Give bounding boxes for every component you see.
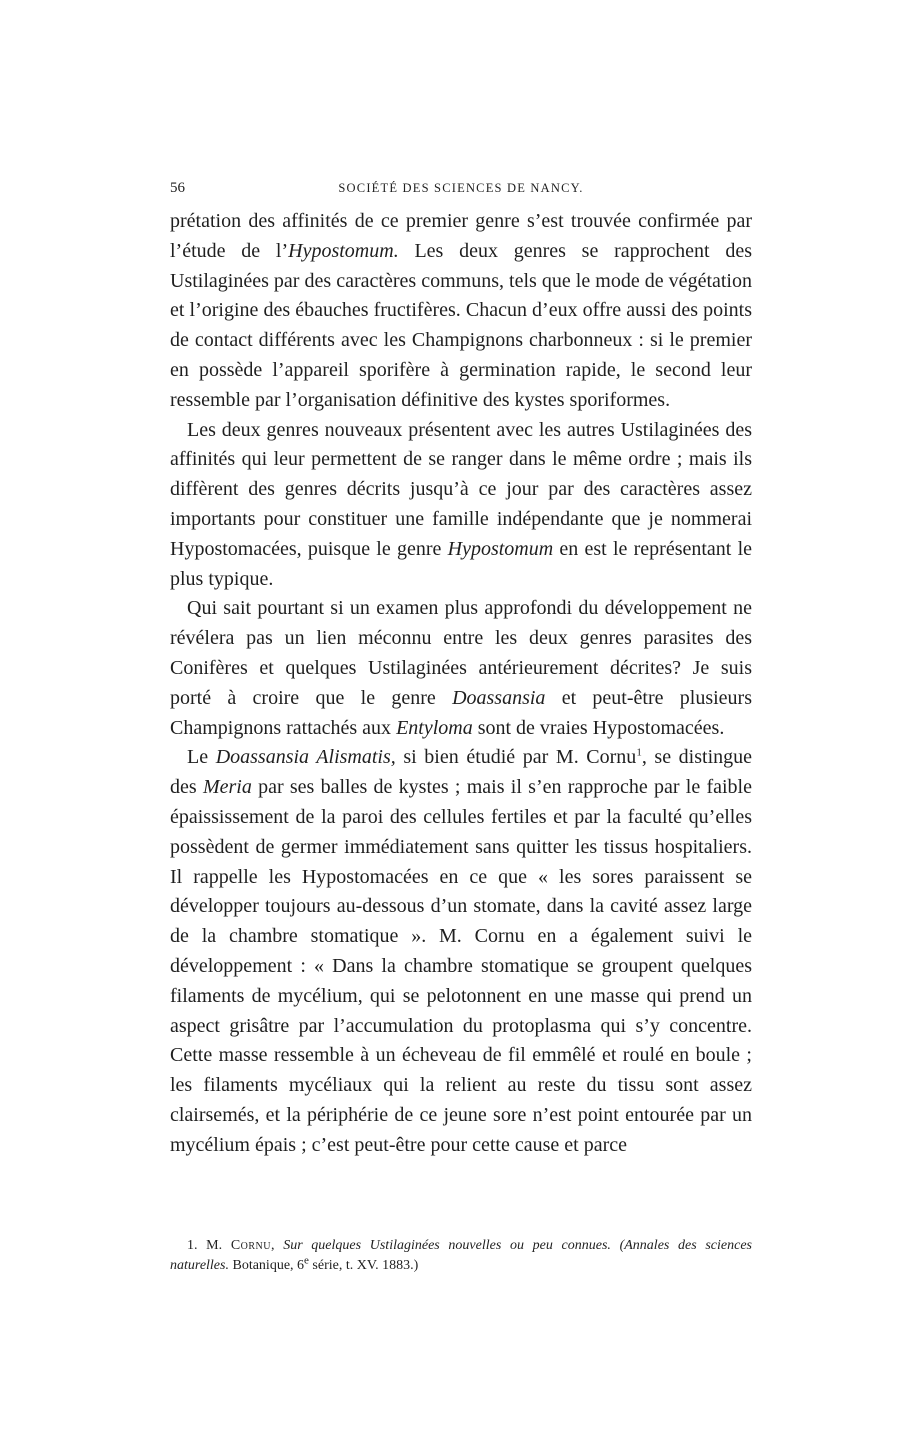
paragraph-2 [170,416,752,595]
text-run: Le [187,746,216,769]
italic-term: Doassansia Alismatis, [215,746,396,769]
footnote-text: Botanique, 6 [228,1258,305,1273]
text-run: , se distingue des [170,746,752,799]
text-run: et peut-être plusieurs Champignons rattachés aux [170,686,753,739]
footnote-ref: 1 [636,746,642,759]
text-run: par ses balles de kystes ; mais il s’en rapproche par le faible épaississement de la paroi des cellules fertiles et par la faculté qu’elles possèdent de germer immédiatement sans quitter les tissus hospitaliers. Il rappelle les Hypostomacées en ce que « les sores paraissent se développer toujours au-dessous d’un stomate, dans la cavité assez large de la chambre stomatique ». M. Cornu en a également suivi le développement : « Dans la chambre stomatique se groupent quelques filaments de mycélium, qui se pelotonnent en une masse qui prend un aspect grisâtre par l’accumulation du protoplasma qui s’y concentre. Cette masse ressemble à un écheveau de fil emmêlé et roulé en boule ; les filaments mycéliaux qui la relient au reste du tissu sont assez clairsemés, et la périphérie de ce jeune sore n’est point entourée par un mycélium épais ; c’est peut-être pour cette cause et parce [170,776,752,1156]
paragraph-4 [170,743,752,1160]
italic-term: Entyloma [396,716,473,739]
italic-term: Meria [202,776,252,799]
footnote-text: série, t. XV. 1883.) [308,1258,419,1273]
running-title: SOCIÉTÉ DES SCIENCES DE NANCY. [338,181,584,195]
text-run: si bien étudié par M. Cornu [395,746,637,769]
page-header [170,177,752,199]
italic-term: Doassansia [452,686,546,709]
text-run: Les deux genres nouveaux présentent avec les autres Ustilaginées des affinités qui leur permettent de se ranger dans le même ordre ; mais ils diffèrent des genres décrits jusqu’à ce jour par des caractères assez importants pour constituer une famille indépendante que je nommerai Hypostomacées, puisque le genre [170,418,752,560]
footnote [170,1236,752,1276]
body-text [170,207,752,1161]
paragraph-1 [170,207,752,416]
footnote-text: 1. M. [187,1238,231,1253]
footnote-sup: e [304,1254,309,1267]
italic-term: Hypostomum. [288,239,399,262]
text-run: Qui sait pourtant si un examen plus approfondi du développement ne révélera pas un lien méconnu entre les deux genres parasites des Conifères et quelques Ustilaginées antérieurement décrites? Je suis porté à croire que le genre [170,597,752,709]
text-run: prétation des affinités de ce premier genre s’est trouvée confirmée par l’étude de l’ [170,210,752,262]
footnote-author: Cornu [230,1238,271,1253]
italic-term: Hypostomum [447,537,554,560]
paragraph-3 [170,594,752,743]
footnote-text: , [271,1238,284,1253]
page-number: 56 [170,180,185,196]
text-run: sont de vraies Hypostomacées. [472,716,725,739]
text-run: en est le représentant le plus typique. [170,537,753,590]
footnote-title: Sur quelques Ustilaginées nouvelles ou peu connues. (Annales des sciences naturelles. [170,1238,753,1273]
text-run: Les deux genres se rapprochent des Ustilaginées par des caractères communs, tels que le mode de végétation et l’origine des ébauches fructifères. Chacun d’eux offre aussi des points de contact différents avec les Champignons charbonneux : si le premier en possède l’appareil sporifère à germination rapide, le second leur ressemble par l’organisation définitive des kystes sporiformes. [170,239,753,411]
